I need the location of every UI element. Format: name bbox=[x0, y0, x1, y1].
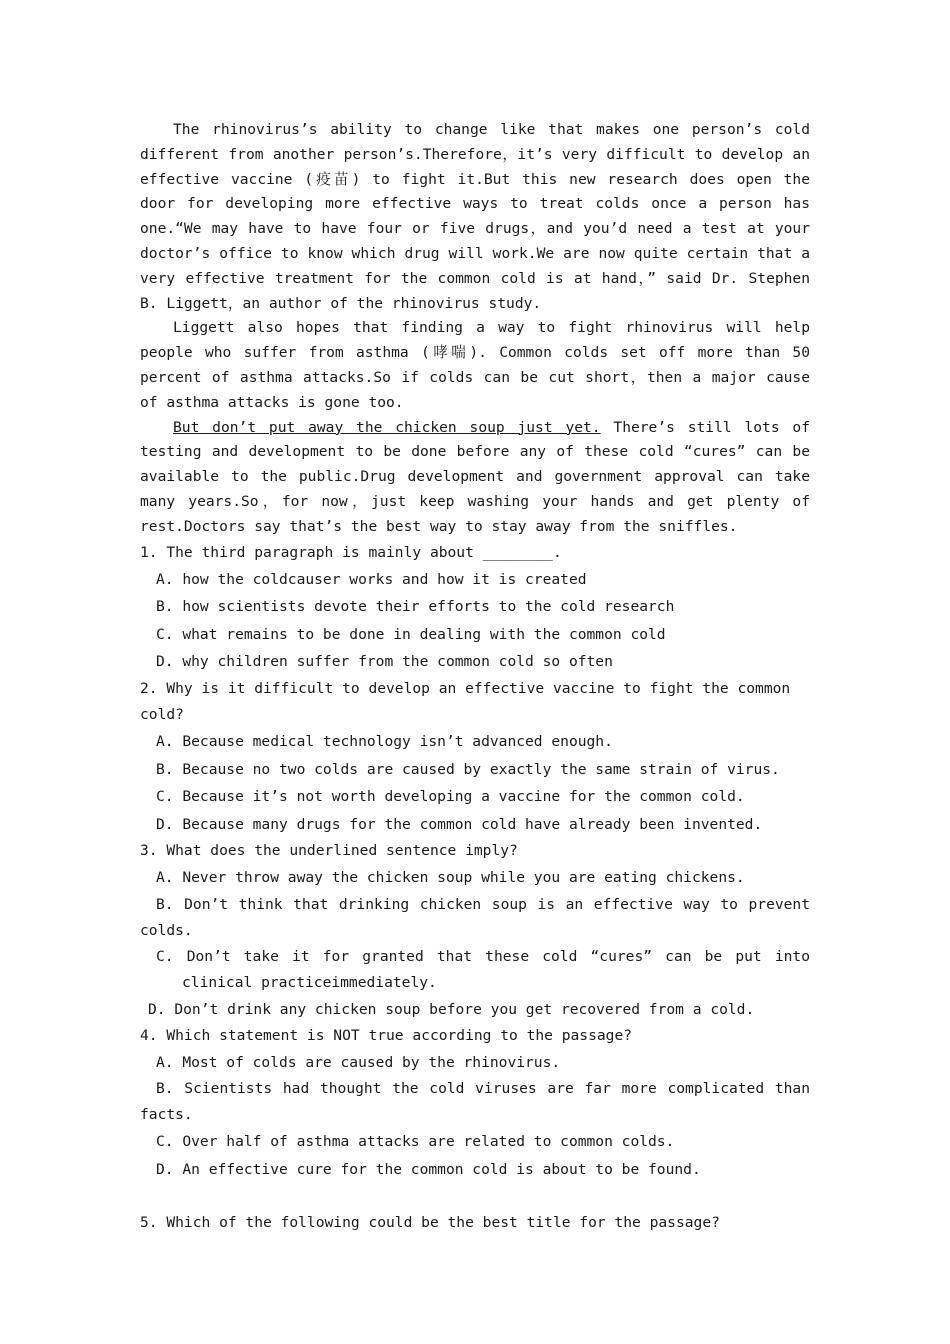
option-a: A. Never throw away the chicken soup while you are eating chickens. bbox=[156, 869, 745, 887]
option-d: D. why children suffer from the common cold so often bbox=[156, 653, 613, 671]
document-page bbox=[140, 118, 810, 1236]
question-stem: 5. Which of the following could be the best title for the passage? bbox=[140, 1213, 720, 1231]
underlined-sentence: But don’t put away the chicken soup just yet. bbox=[173, 418, 601, 436]
option-a: A. Most of colds are caused by the rhinovirus. bbox=[156, 1053, 561, 1071]
question-1 bbox=[140, 540, 810, 676]
passage-paragraph-2: Liggett also hopes that finding a way to fight rhinovirus will help people who suffer from asthma (哮喘). Common colds set off more than 50 percent of asthma attacks.So if colds can be cut short，then a major cause of asthma attacks is gone too. bbox=[140, 319, 810, 411]
question-3 bbox=[140, 838, 810, 1023]
question-stem: 1. The third paragraph is mainly about ________. bbox=[140, 543, 562, 561]
option-c: C. Don’t take it for granted that these cold “cures” can be put into clinical practiceimmediately. bbox=[156, 947, 810, 991]
option-b: B. Because no two colds are caused by exactly the same strain of virus. bbox=[156, 760, 780, 778]
question-5 bbox=[140, 1210, 810, 1236]
option-d: D. Because many drugs for the common cold have already been invented. bbox=[156, 815, 763, 833]
option-b: B. Scientists had thought the cold viruses are far more complicated than facts. bbox=[140, 1080, 810, 1124]
question-stem: 2. Why is it difficult to develop an effective vaccine to fight the common cold? bbox=[140, 679, 791, 723]
spacer bbox=[140, 1184, 810, 1210]
paragraph-3-rest: There’s still lots of testing and development to be done before any of these cold “cures” can be available to the public.Drug development and government approval can take many years.So，for now，just keep washing your hands and get plenty of rest.Doctors say that’s the best way to stay away from the sniffles. bbox=[140, 418, 810, 535]
option-c: C. Over half of asthma attacks are related to common colds. bbox=[156, 1133, 675, 1151]
question-stem: 3. What does the underlined sentence imply? bbox=[140, 842, 518, 860]
option-d: D. An effective cure for the common cold is about to be found. bbox=[156, 1161, 701, 1179]
option-b: B. Don’t think that drinking chicken soup is an effective way to prevent colds. bbox=[140, 895, 810, 939]
option-a: A. Because medical technology isn’t advanced enough. bbox=[156, 732, 613, 750]
option-c: C. what remains to be done in dealing with the common cold bbox=[156, 625, 666, 643]
question-2 bbox=[140, 676, 810, 838]
passage-paragraph-3 bbox=[140, 416, 810, 540]
passage-paragraph-1: The rhinovirus’s ability to change like that makes one person’s cold different from another person’s.Therefore，it’s very difficult to develop an effective vaccine (疫苗) to fight it.But this new research does open the door for developing more effective ways to treat colds once a person has one.“We may have to have four or five drugs，and you’d need a test at your doctor’s office to know which drug will work.We are now quite certain that a very effective treatment for the common cold is at hand，” said Dr. Stephen B. Liggett，an author of the rhinovirus study. bbox=[140, 121, 810, 312]
question-stem: 4. Which statement is NOT true according to the passage? bbox=[140, 1026, 633, 1044]
option-c: C. Because it’s not worth developing a vaccine for the common cold. bbox=[156, 788, 745, 806]
option-b: B. how scientists devote their efforts to the cold research bbox=[156, 598, 675, 616]
option-d: D. Don’t drink any chicken soup before you get recovered from a cold. bbox=[148, 1000, 755, 1018]
option-a: A. how the coldcauser works and how it is created bbox=[156, 570, 587, 588]
question-4 bbox=[140, 1023, 810, 1184]
